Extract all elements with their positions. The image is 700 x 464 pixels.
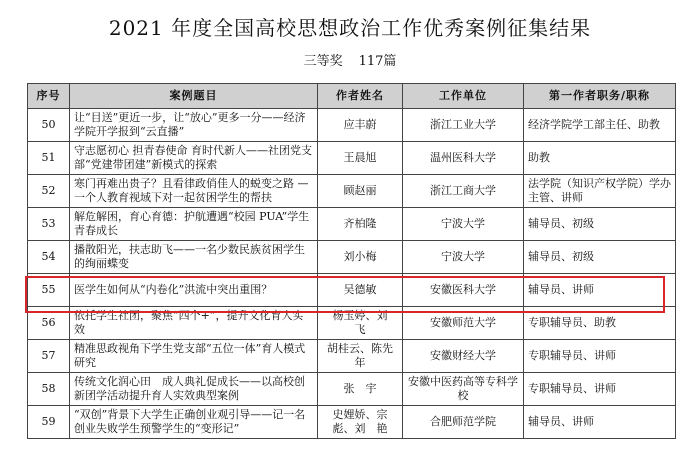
table-row	[28, 208, 676, 241]
cell-author: 王晨旭	[318, 142, 403, 175]
cell-no: 50	[28, 109, 70, 142]
cell-position: 经济学院学工部主任、助教	[524, 109, 676, 142]
cell-unit: 安徽中医药高等专科学校	[403, 373, 524, 406]
cell-position: 辅导员、初级	[524, 208, 676, 241]
cell-author: 刘小梅	[318, 241, 403, 274]
cell-author: 应丰蔚	[318, 109, 403, 142]
cell-author: 杨玉婷、刘 飞	[318, 307, 403, 340]
cell-title: 解危解困，育心育德：护航遭遇“校园 PUA”学生青春成长	[70, 208, 318, 241]
header-author: 作者姓名	[318, 84, 403, 109]
cell-no: 56	[28, 307, 70, 340]
header-title: 案例题目	[70, 84, 318, 109]
cell-unit: 宁波大学	[403, 241, 524, 274]
cell-no: 52	[28, 175, 70, 208]
cell-title: 播散阳光，扶志助飞——一名少数民族贫困学生的绚丽蝶变	[70, 241, 318, 274]
cell-position: 专职辅导员、讲师	[524, 373, 676, 406]
cell-no: 51	[28, 142, 70, 175]
award-level: 三等奖	[303, 54, 343, 69]
cell-unit: 宁波大学	[403, 208, 524, 241]
cell-author: 张 宇	[318, 373, 403, 406]
page-title: 2021 年度全国高校思想政治工作优秀案例征集结果	[108, 16, 592, 40]
cell-no: 53	[28, 208, 70, 241]
table-row-highlighted	[28, 274, 676, 307]
cell-title: 传统文化润心田 成人典礼促成长——以高校创新团学活动提升育人实效典型案例	[70, 373, 318, 406]
table-row	[28, 241, 676, 274]
cell-title: 守志愿初心 担青春使命 育时代新人——社团党支部“党建带团建”新模式的探索	[70, 142, 318, 175]
table-row	[28, 109, 676, 142]
table-row	[28, 142, 676, 175]
cell-no: 55	[28, 274, 70, 307]
cell-no: 59	[28, 406, 70, 439]
cell-author: 吴德敏	[318, 274, 403, 307]
cell-author: 顾赵丽	[318, 175, 403, 208]
cell-title: 寒门再难出贵子？且看律政俏佳人的蜕变之路 —一个人教育视域下对一起贫困学生的帮扶	[70, 175, 318, 208]
cell-position: 专职辅导员、助教	[524, 307, 676, 340]
cell-title: 精准思政视角下学生党支部“五位一体”育人模式研究	[70, 340, 318, 373]
cell-no: 54	[28, 241, 70, 274]
cell-unit: 温州医科大学	[403, 142, 524, 175]
table-row	[28, 373, 676, 406]
results-table	[27, 83, 676, 439]
header-unit: 工作单位	[403, 84, 524, 109]
cell-title: 医学生如何从“内卷化”洪流中突出重围？	[70, 274, 318, 307]
cell-no: 58	[28, 373, 70, 406]
cell-position: 辅导员、讲师	[524, 406, 676, 439]
cell-unit: 安徽医科大学	[403, 274, 524, 307]
cell-unit: 浙江工业大学	[403, 109, 524, 142]
cell-title: 依托学生社团，聚焦“四个+”，提升文化育人实效	[70, 307, 318, 340]
cell-unit: 合肥师范学院	[403, 406, 524, 439]
cell-no: 57	[28, 340, 70, 373]
cell-position: 助教	[524, 142, 676, 175]
cell-unit: 浙江工商大学	[403, 175, 524, 208]
table-row	[28, 307, 676, 340]
cell-unit: 安徽师范大学	[403, 307, 524, 340]
cell-author: 史娌娇、宗 彪、刘 艳	[318, 406, 403, 439]
table-row	[28, 406, 676, 439]
cell-position: 法学院（知识产权学院）学办主管、讲师	[524, 175, 676, 208]
cell-author: 胡桂云、陈先年	[318, 340, 403, 373]
cell-author: 齐柏隆	[318, 208, 403, 241]
table-row	[28, 175, 676, 208]
table-row	[28, 340, 676, 373]
cell-title: 让“目送”更近一步，让“放心”更多一分——经济学院开学报到“云直播”	[70, 109, 318, 142]
table-header-row	[28, 84, 676, 109]
cell-position: 专职辅导员、讲师	[524, 340, 676, 373]
cell-position: 辅导员、讲师	[524, 274, 676, 307]
header-no: 序号	[28, 84, 70, 109]
cell-unit: 安徽财经大学	[403, 340, 524, 373]
cell-title: “双创”背景下大学生正确创业观引导——记一名创业失败学生预警学生的“变形记”	[70, 406, 318, 439]
award-count: 117篇	[358, 54, 397, 69]
award-subtitle	[0, 50, 700, 69]
cell-position: 辅导员、初级	[524, 241, 676, 274]
header-position: 第一作者职务/职称	[524, 84, 676, 109]
